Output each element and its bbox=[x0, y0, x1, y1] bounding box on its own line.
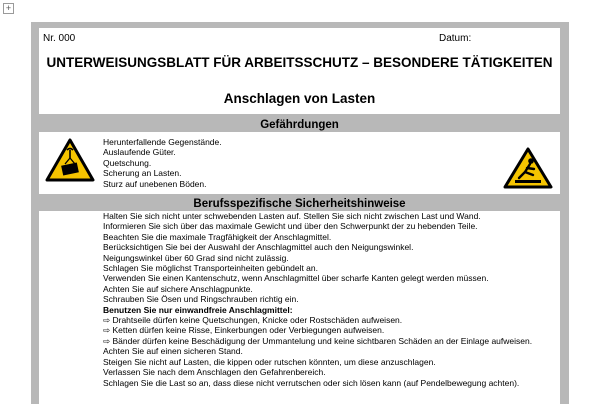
list-item: Scherung an Lasten. bbox=[103, 168, 182, 179]
list-item: Berücksichtigen Sie bei der Auswahl der Anschlagmittel auch den Neigungswinkel. bbox=[103, 242, 414, 253]
safety-list bbox=[103, 211, 563, 388]
tripping-hazard-warning-icon bbox=[503, 147, 553, 189]
safety-heading: Berufsspezifische Sicherheitshinweise bbox=[39, 197, 560, 211]
list-item: Schlagen Sie die Last so an, dass diese nicht verrutschen oder sich lösen kann (auf Pendelbewegung achten). bbox=[103, 377, 520, 388]
safety-box bbox=[39, 211, 560, 404]
header-box bbox=[39, 28, 560, 114]
list-item: ⇨ Bänder dürfen keine Beschädigung der Ummantelung und keine sichtbaren Schäden an der Einlage aufweisen. bbox=[103, 335, 533, 346]
list-item: ⇨ Drahtseile dürfen keine Quetschungen, Knicke oder Rostschäden aufweisen. bbox=[103, 315, 403, 326]
hazards-box bbox=[39, 132, 560, 194]
page-subtitle: Anschlagen von Lasten bbox=[223, 91, 376, 106]
hazards-heading: Gefährdungen bbox=[39, 118, 560, 132]
list-item: Benutzen Sie nur einwandfreie Anschlagmittel: bbox=[103, 304, 293, 315]
list-item: Schrauben Sie Ösen und Ringschrauben richtig ein. bbox=[103, 294, 299, 305]
list-item: ⇨ Ketten dürfen keine Risse, Einkerbungen oder Verbiegungen aufweisen. bbox=[103, 325, 385, 336]
list-item: Halten Sie sich nicht unter schwebenden Lasten auf. Stellen Sie sich nicht zwischen Last und Wand. bbox=[103, 211, 481, 221]
hazards-list bbox=[103, 137, 222, 189]
list-item: Sturz auf unebenen Böden. bbox=[103, 178, 207, 189]
list-item: Auslaufende Güter. bbox=[103, 147, 176, 158]
list-item: Achten Sie auf einen sicheren Stand. bbox=[103, 346, 243, 357]
list-item: Quetschung. bbox=[103, 157, 152, 168]
hanging-load-warning-icon bbox=[45, 138, 95, 182]
page-title: UNTERWEISUNGSBLATT FÜR ARBEITSSCHUTZ – BESONDERE TÄTIGKEITEN bbox=[46, 55, 553, 70]
list-item: Verlassen Sie nach dem Anschlagen den Gefahrenbereich. bbox=[103, 367, 326, 378]
list-item: Achten Sie auf sichere Anschlagpunkte. bbox=[103, 283, 253, 294]
list-item: Informieren Sie sich über das maximale Gewicht und über den Schwerpunkt der zu hebenden Teile. bbox=[103, 221, 478, 232]
list-item: Beachten Sie die maximale Tragfähigkeit der Anschlagmittel. bbox=[103, 231, 332, 242]
table-move-handle-icon[interactable]: + bbox=[3, 3, 14, 14]
document-number: Nr. 000 bbox=[43, 33, 76, 44]
list-item: Schlagen Sie möglichst Transporteinheiten gebündelt an. bbox=[103, 263, 319, 274]
list-item: Neigungswinkel über 60 Grad sind nicht zulässig. bbox=[103, 252, 289, 263]
document-page bbox=[31, 22, 569, 404]
date-label: Datum: bbox=[439, 33, 472, 44]
list-item: Verwenden Sie einen Kantenschutz, wenn Anschlagmittel über scharfe Kanten gelegt werden müssen. bbox=[103, 273, 489, 284]
list-item: Steigen Sie nicht auf Lasten, die kippen oder rutschen könnten, um diese anzuschlagen. bbox=[103, 356, 436, 367]
list-item: Herunterfallende Gegenstände. bbox=[103, 137, 222, 147]
